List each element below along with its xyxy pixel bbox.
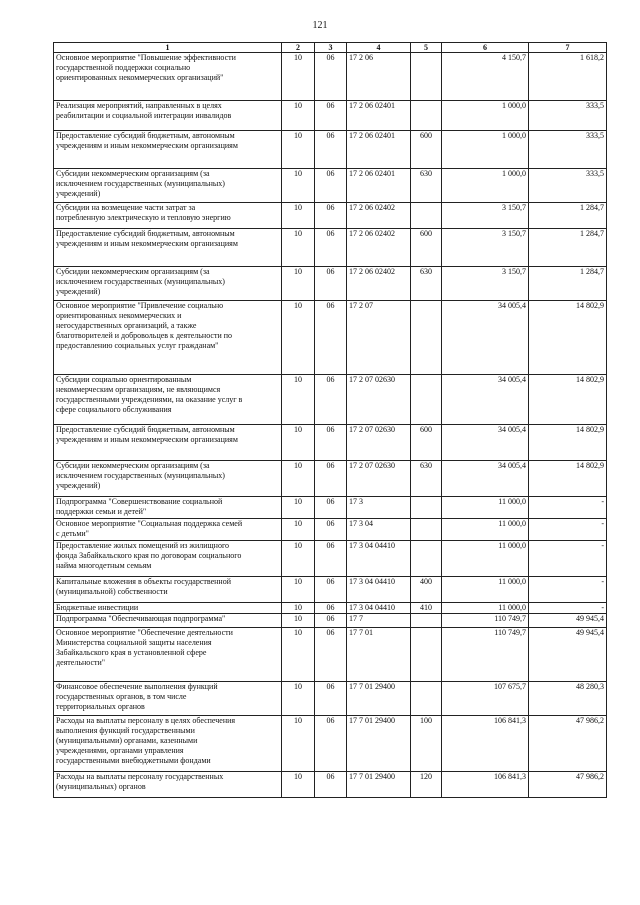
budget-table [53, 42, 607, 798]
row-col3-cell: 06 [315, 229, 347, 267]
row-code-cell: 17 7 01 [347, 628, 411, 682]
header-col-4: 4 [347, 43, 411, 53]
table-row [54, 603, 607, 614]
row-col3-cell: 06 [315, 131, 347, 169]
table-row [54, 682, 607, 716]
row-col3-cell: 06 [315, 169, 347, 203]
row-code-cell: 17 2 07 02630 [347, 461, 411, 497]
row-col7-cell: 333,5 [529, 131, 607, 169]
header-col-2: 2 [282, 43, 315, 53]
row-name-cell: Предоставление субсидий бюджетным, автономным учреждениям и иным некоммерческим организациям [54, 425, 282, 461]
row-type-cell [411, 541, 442, 577]
row-type-cell [411, 375, 442, 425]
table-row [54, 497, 607, 519]
table-row [54, 267, 607, 301]
row-col2-cell: 10 [282, 716, 315, 772]
row-col7-cell: - [529, 519, 607, 541]
row-name-cell: Реализация мероприятий, направленных в целях реабилитации и социальной интеграции инвалидов [54, 101, 282, 131]
row-col6-cell: 3 150,7 [442, 267, 529, 301]
row-col6-cell: 11 000,0 [442, 497, 529, 519]
row-col2-cell: 10 [282, 203, 315, 229]
row-name-cell: Финансовое обеспечение выполнения функций государственных органов, в том числе территориальных органов [54, 682, 282, 716]
row-col2-cell: 10 [282, 267, 315, 301]
row-col2-cell: 10 [282, 682, 315, 716]
row-col3-cell: 06 [315, 53, 347, 101]
row-col3-cell: 06 [315, 772, 347, 798]
row-type-cell: 120 [411, 772, 442, 798]
row-name-cell: Субсидии некоммерческим организациям (за исключением государственных (муниципальных) учреждений) [54, 461, 282, 497]
row-type-cell: 600 [411, 131, 442, 169]
row-col7-cell: - [529, 577, 607, 603]
row-code-cell: 17 3 [347, 497, 411, 519]
row-code-cell: 17 2 06 02401 [347, 131, 411, 169]
row-code-cell: 17 2 06 02402 [347, 229, 411, 267]
table-row [54, 772, 607, 798]
row-col3-cell: 06 [315, 577, 347, 603]
row-col2-cell: 10 [282, 603, 315, 614]
row-col2-cell: 10 [282, 229, 315, 267]
row-col3-cell: 06 [315, 267, 347, 301]
row-col2-cell: 10 [282, 577, 315, 603]
row-col7-cell: 333,5 [529, 101, 607, 131]
row-code-cell: 17 7 01 29400 [347, 716, 411, 772]
row-col6-cell: 1 000,0 [442, 101, 529, 131]
row-col3-cell: 06 [315, 716, 347, 772]
row-type-cell: 100 [411, 716, 442, 772]
row-col7-cell: 14 802,9 [529, 375, 607, 425]
row-col2-cell: 10 [282, 53, 315, 101]
row-name-cell: Основное мероприятие "Повышение эффективности государственной поддержки социально ориентированных некоммерческих организаций" [54, 53, 282, 101]
row-col7-cell: 1 284,7 [529, 267, 607, 301]
row-type-cell: 410 [411, 603, 442, 614]
row-col2-cell: 10 [282, 301, 315, 375]
row-col7-cell: 1 618,2 [529, 53, 607, 101]
row-col2-cell: 10 [282, 519, 315, 541]
table-row [54, 716, 607, 772]
row-code-cell: 17 2 07 02630 [347, 425, 411, 461]
row-col7-cell: 47 986,2 [529, 716, 607, 772]
row-code-cell: 17 3 04 04410 [347, 541, 411, 577]
row-type-cell [411, 203, 442, 229]
row-type-cell [411, 614, 442, 628]
row-name-cell: Основное мероприятие "Социальная поддержка семей с детьми" [54, 519, 282, 541]
row-type-cell: 630 [411, 267, 442, 301]
row-col2-cell: 10 [282, 375, 315, 425]
row-col2-cell: 10 [282, 541, 315, 577]
row-col2-cell: 10 [282, 101, 315, 131]
row-col6-cell: 4 150,7 [442, 53, 529, 101]
row-col6-cell: 3 150,7 [442, 203, 529, 229]
table-row [54, 425, 607, 461]
table-row [54, 131, 607, 169]
row-col7-cell: 14 802,9 [529, 301, 607, 375]
table-row [54, 541, 607, 577]
table-row [54, 203, 607, 229]
row-name-cell: Субсидии некоммерческим организациям (за исключением государственных (муниципальных) учреждений) [54, 169, 282, 203]
header-row [54, 43, 607, 53]
row-col2-cell: 10 [282, 425, 315, 461]
table-row [54, 614, 607, 628]
row-type-cell [411, 53, 442, 101]
row-code-cell: 17 2 06 02401 [347, 169, 411, 203]
row-type-cell [411, 497, 442, 519]
row-type-cell [411, 519, 442, 541]
row-col6-cell: 34 005,4 [442, 375, 529, 425]
row-type-cell [411, 628, 442, 682]
row-col2-cell: 10 [282, 131, 315, 169]
row-col2-cell: 10 [282, 497, 315, 519]
row-code-cell: 17 2 06 02402 [347, 267, 411, 301]
header-col-3: 3 [315, 43, 347, 53]
row-col7-cell: 48 280,3 [529, 682, 607, 716]
row-col3-cell: 06 [315, 497, 347, 519]
table-body [54, 53, 607, 798]
row-col6-cell: 11 000,0 [442, 603, 529, 614]
row-col7-cell: 1 284,7 [529, 203, 607, 229]
row-col3-cell: 06 [315, 375, 347, 425]
row-name-cell: Расходы на выплаты персоналу в целях обеспечения выполнения функций государственными (муниципальными) органами, казенными учреждениями, органами управления государственными внебюджетными фондами [54, 716, 282, 772]
row-col7-cell: 47 986,2 [529, 772, 607, 798]
row-col3-cell: 06 [315, 628, 347, 682]
row-code-cell: 17 2 07 02630 [347, 375, 411, 425]
row-col6-cell: 11 000,0 [442, 577, 529, 603]
row-col2-cell: 10 [282, 628, 315, 682]
row-name-cell: Основное мероприятие "Обеспечение деятельности Министерства социальной защиты населения Забайкальского края в установленной сфере деятельности" [54, 628, 282, 682]
row-col7-cell: - [529, 541, 607, 577]
row-col3-cell: 06 [315, 425, 347, 461]
row-name-cell: Субсидии некоммерческим организациям (за исключением государственных (муниципальных) учреждений) [54, 267, 282, 301]
row-name-cell: Предоставление субсидий бюджетным, автономным учреждениям и иным некоммерческим организациям [54, 229, 282, 267]
row-col3-cell: 06 [315, 682, 347, 716]
row-col7-cell: - [529, 497, 607, 519]
table-row [54, 519, 607, 541]
row-col3-cell: 06 [315, 614, 347, 628]
row-col6-cell: 34 005,4 [442, 301, 529, 375]
row-col7-cell: 14 802,9 [529, 425, 607, 461]
row-type-cell [411, 301, 442, 375]
row-name-cell: Бюджетные инвестиции [54, 603, 282, 614]
table-row [54, 577, 607, 603]
row-col6-cell: 34 005,4 [442, 425, 529, 461]
table-header [54, 43, 607, 53]
header-col-1: 1 [54, 43, 282, 53]
row-col6-cell: 107 675,7 [442, 682, 529, 716]
row-type-cell [411, 682, 442, 716]
table-row [54, 101, 607, 131]
row-code-cell: 17 2 06 02401 [347, 101, 411, 131]
table-row [54, 53, 607, 101]
row-col3-cell: 06 [315, 203, 347, 229]
row-col6-cell: 106 841,3 [442, 772, 529, 798]
row-col6-cell: 11 000,0 [442, 519, 529, 541]
row-name-cell: Подпрограмма "Совершенствование социальной поддержки семьи и детей" [54, 497, 282, 519]
row-code-cell: 17 7 01 29400 [347, 772, 411, 798]
row-col7-cell: 49 945,4 [529, 614, 607, 628]
row-col7-cell: - [529, 603, 607, 614]
row-code-cell: 17 2 06 [347, 53, 411, 101]
row-col7-cell: 49 945,4 [529, 628, 607, 682]
row-col3-cell: 06 [315, 301, 347, 375]
row-col6-cell: 1 000,0 [442, 169, 529, 203]
table-row [54, 628, 607, 682]
page-number: 121 [312, 20, 328, 31]
row-type-cell: 600 [411, 229, 442, 267]
row-col2-cell: 10 [282, 461, 315, 497]
header-col-5: 5 [411, 43, 442, 53]
table-row [54, 301, 607, 375]
row-col6-cell: 1 000,0 [442, 131, 529, 169]
row-name-cell: Субсидии на возмещение части затрат за потребленную электрическую и тепловую энергию [54, 203, 282, 229]
row-col7-cell: 14 802,9 [529, 461, 607, 497]
row-col7-cell: 1 284,7 [529, 229, 607, 267]
row-col3-cell: 06 [315, 519, 347, 541]
row-type-cell: 630 [411, 461, 442, 497]
row-col2-cell: 10 [282, 614, 315, 628]
row-name-cell: Подпрограмма "Обеспечивающая подпрограмма" [54, 614, 282, 628]
row-col7-cell: 333,5 [529, 169, 607, 203]
row-code-cell: 17 3 04 [347, 519, 411, 541]
row-code-cell: 17 7 [347, 614, 411, 628]
row-type-cell: 600 [411, 425, 442, 461]
row-col6-cell: 106 841,3 [442, 716, 529, 772]
row-col2-cell: 10 [282, 169, 315, 203]
table-row [54, 229, 607, 267]
row-code-cell: 17 7 01 29400 [347, 682, 411, 716]
row-col3-cell: 06 [315, 461, 347, 497]
row-col6-cell: 110 749,7 [442, 628, 529, 682]
row-code-cell: 17 2 07 [347, 301, 411, 375]
table-row [54, 375, 607, 425]
row-type-cell: 400 [411, 577, 442, 603]
header-col-7: 7 [529, 43, 607, 53]
row-name-cell: Предоставление жилых помещений из жилищного фонда Забайкальского края по договорам социального найма многодетным семьям [54, 541, 282, 577]
row-col3-cell: 06 [315, 541, 347, 577]
row-code-cell: 17 3 04 04410 [347, 603, 411, 614]
row-name-cell: Предоставление субсидий бюджетным, автономным учреждениям и иным некоммерческим организациям [54, 131, 282, 169]
row-name-cell: Капитальные вложения в объекты государственной (муниципальной) собственности [54, 577, 282, 603]
row-name-cell: Расходы на выплаты персоналу государственных (муниципальных) органов [54, 772, 282, 798]
row-col3-cell: 06 [315, 101, 347, 131]
row-code-cell: 17 2 06 02402 [347, 203, 411, 229]
row-col3-cell: 06 [315, 603, 347, 614]
row-col2-cell: 10 [282, 772, 315, 798]
row-col6-cell: 3 150,7 [442, 229, 529, 267]
table-row [54, 461, 607, 497]
row-col6-cell: 11 000,0 [442, 541, 529, 577]
row-name-cell: Основное мероприятие "Привлечение социально ориентированных некоммерческих и негосударственных организаций, а также благотворителей и добровольцев к деятельности по предоставлению социальных услуг гражданам" [54, 301, 282, 375]
row-name-cell: Субсидии социально ориентированным некоммерческим организациям, не являющимся государственными учреждениями, на оказание услуг в сфере социального обслуживания [54, 375, 282, 425]
row-col6-cell: 34 005,4 [442, 461, 529, 497]
header-col-6: 6 [442, 43, 529, 53]
row-col6-cell: 110 749,7 [442, 614, 529, 628]
row-code-cell: 17 3 04 04410 [347, 577, 411, 603]
row-type-cell [411, 101, 442, 131]
table-row [54, 169, 607, 203]
row-type-cell: 630 [411, 169, 442, 203]
